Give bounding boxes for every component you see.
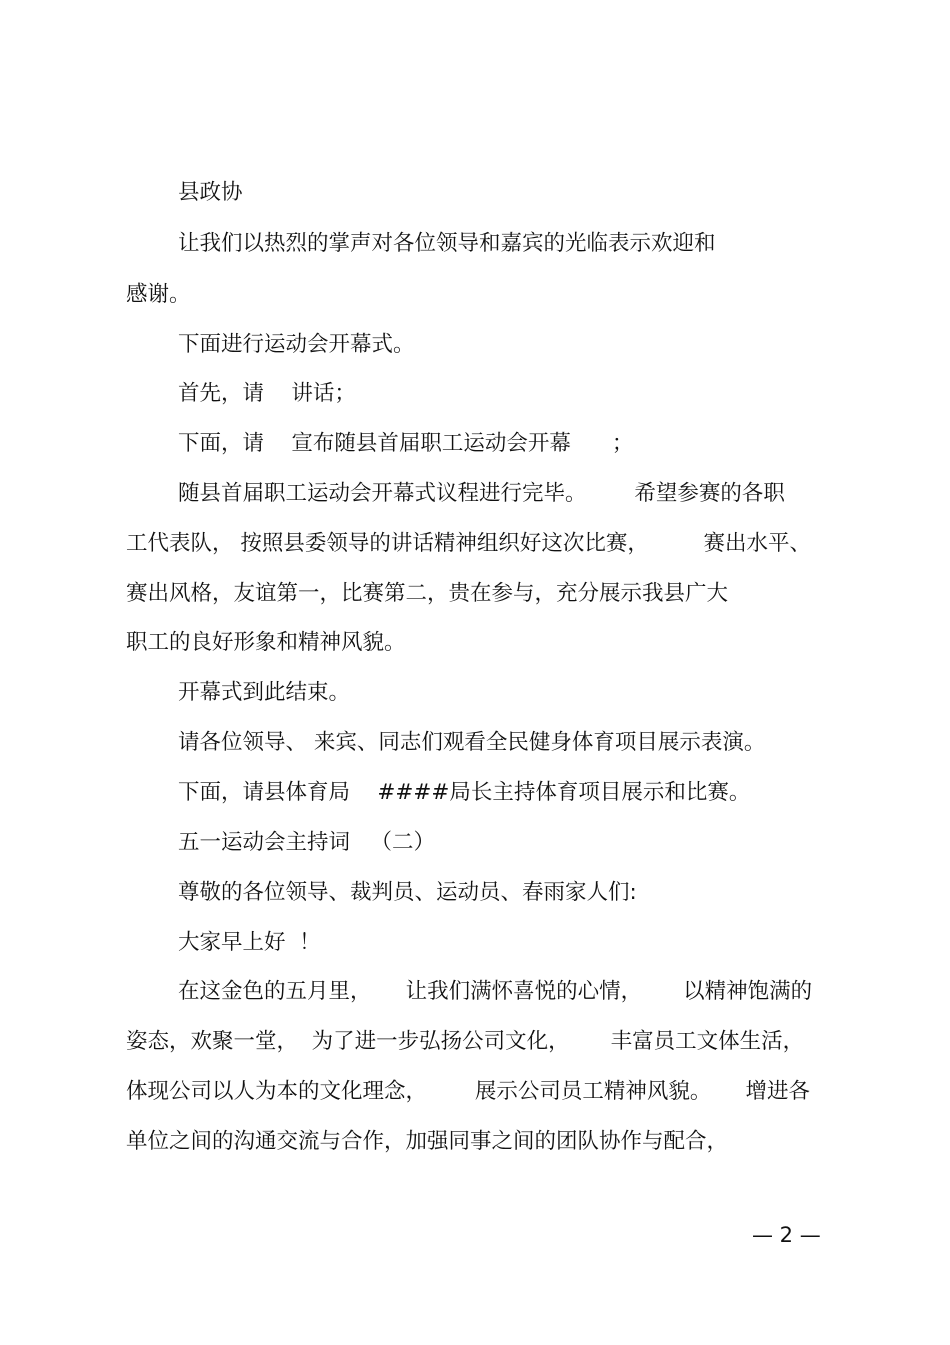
text-line: 工代表队， 按照县委领导的讲话精神组织好这次比赛， 赛出水平、 (126, 531, 812, 556)
text-line: 大家早上好 ！ (178, 930, 321, 955)
text-line: 县政协 (178, 180, 243, 205)
page-number: — 2 — (752, 1223, 821, 1247)
text-line: 请各位领导、 来宾、同志们观看全民健身体育项目展示表演。 (178, 730, 766, 755)
text-line: 首先，请 讲话； (178, 381, 356, 406)
text-line: 让我们以热烈的掌声对各位领导和嘉宾的光临表示欢迎和 (178, 231, 716, 256)
text-line: 职工的良好形象和精神风貌。 (126, 630, 406, 655)
text-line: 开幕式到此结束。 (178, 680, 351, 705)
text-line: 五一运动会主持词 （二） (178, 830, 436, 855)
text-line: 在这金色的五月里， 让我们满怀喜悦的心情， 以精神饱满的 (178, 979, 813, 1004)
text-line: 下面进行运动会开幕式。 (178, 332, 415, 357)
text-line: 尊敬的各位领导、裁判员、运动员、春雨家人们: (178, 880, 637, 905)
text-line: 赛出风格，友谊第一，比赛第二，贵在参与，充分展示我县广大 (126, 581, 729, 606)
text-line: 感谢。 (126, 282, 191, 307)
text-line: 随县首届职工运动会开幕式议程进行完毕。 希望参赛的各职 (178, 481, 785, 506)
text-line: 体现公司以人为本的文化理念， 展示公司员工精神风貌。 增进各 (126, 1079, 811, 1104)
text-line: 姿态，欢聚一堂， 为了进一步弘扬公司文化， 丰富员工文体生活， (126, 1029, 805, 1054)
text-line: 下面，请县体育局 ####局长主持体育项目展示和比赛。 (178, 780, 751, 805)
text-line: 单位之间的沟通交流与合作，加强同事之间的团队协作与配合， (126, 1129, 729, 1154)
text-line: 下面，请 宣布随县首届职工运动会开幕 ； (178, 431, 634, 456)
